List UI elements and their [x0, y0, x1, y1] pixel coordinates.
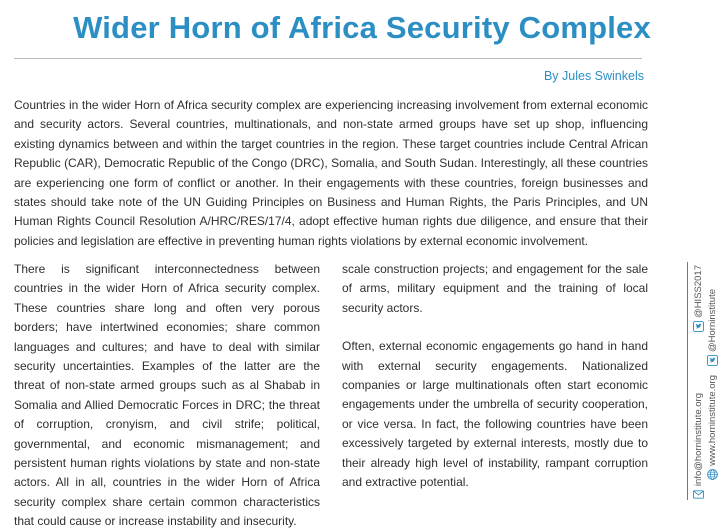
email-item[interactable] [693, 393, 704, 500]
sidebar-divider [687, 262, 688, 500]
twitter-icon [693, 321, 704, 332]
handle-item[interactable] [707, 289, 718, 366]
page-title: Wider Horn of Africa Security Complex [73, 10, 651, 45]
twitter-hashtag[interactable]: @HISS2017 [693, 265, 704, 318]
email-icon [693, 489, 704, 500]
website-link[interactable]: www.horninstitute.org [707, 375, 718, 466]
intro-paragraph: Countries in the wider Horn of Africa security complex are experiencing increasing involvement from external economic and security actors. Several countries, multinationals, and non-state armed groups have set up shop, influencing existing dynamics between and within the target countries in the region. These target countries include Central African Republic (CAR), Democratic Republic of the Congo (DRC), Somalia, and South Sudan. Interestingly, all these countries are experiencing one form of conflict or another. In their engagements with these countries, foreign businesses and states should take note of the UN Guiding Principles on Business and Human Rights, the Paris Principles, and UN Human Rights Council Resolution A/HRC/RES/17/4, adopt effective human rights due diligence, and ensure that their policies and legislation are effective in preventing human rights violations by external economic involvement. [14, 98, 648, 248]
left-column [14, 260, 320, 532]
right-column-paragraph-2: Often, external economic engagements go hand in hand with external security engagements. Nationalized companies or large multinationals often start economic engagements under the umbrella of security cooperation, or vice versa. In fact, the following countries have been excessively targeted by external interests, mostly due to their already high level of instability, rampant corruption and extractive potential. [342, 339, 648, 490]
left-column-paragraph: There is significant interconnectedness between countries in the wider Horn of Africa security complex. These countries share long and often very porous borders; have intertwined economies; share common languages and cultures; and have to deal with similar security uncertainties. Examples of the latter are the threat of non-state armed groups such as al Shabab in Somalia and Allied Democratic Forces in DRC; the threat of corruption, cronyism, and civil strife; political, governmental, and economic mismanagement; and persistent human rights violations by state and non-state actors. All in all, countries in the wider Horn of Africa security complex share certain common characteristics that could cause or increase instability and insecurity. [14, 262, 320, 529]
right-column-paragraph-1: scale construction projects; and engagement for the sale of arms, military equipment and the training of local security actors. [342, 262, 648, 315]
twitter-handle[interactable]: @Horninstitute [707, 289, 718, 352]
hashtag-item[interactable] [693, 265, 704, 332]
globe-icon [707, 469, 718, 480]
title-divider [14, 58, 642, 59]
twitter-icon [707, 355, 718, 366]
website-item[interactable] [707, 375, 718, 480]
email-address[interactable]: info@horninstitute.org [693, 393, 704, 487]
author-byline: By Jules Swinkels [543, 69, 644, 83]
right-column [342, 260, 648, 492]
contact-sidebar [693, 265, 721, 500]
